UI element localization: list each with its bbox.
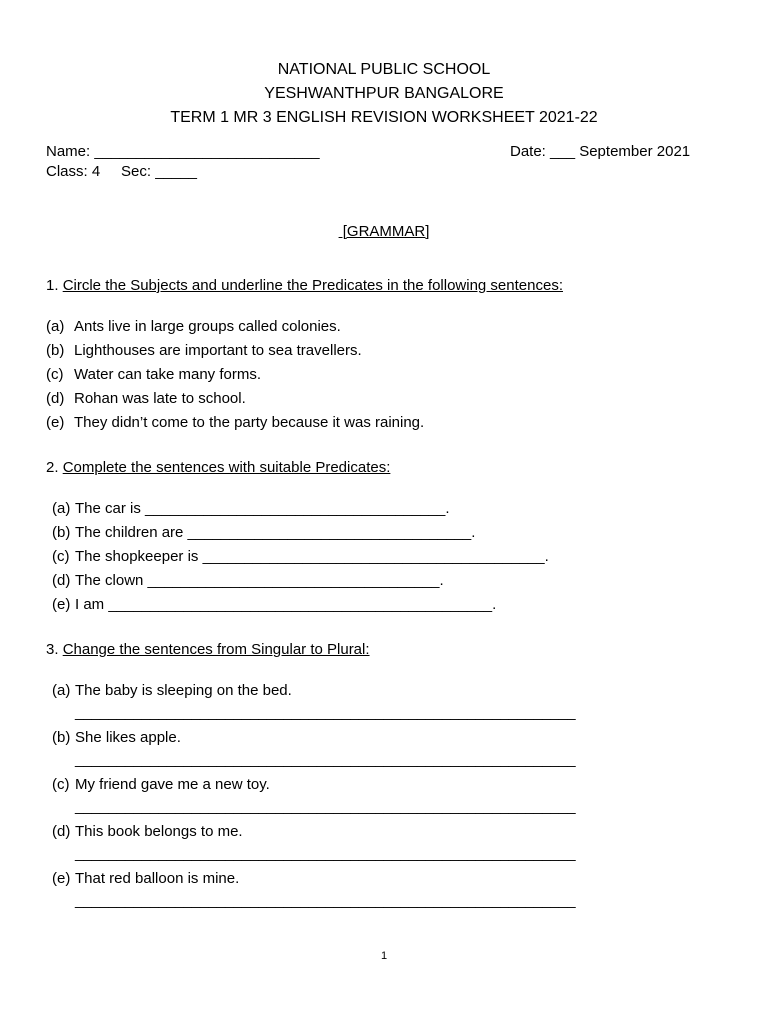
item-text: Rohan was late to school. — [74, 390, 246, 407]
question-3-text: Change the sentences from Singular to Plural: — [62, 641, 370, 658]
list-item — [52, 821, 576, 868]
list-item — [52, 569, 549, 593]
item-text: They didn’t come to the party because it was raining. — [74, 414, 425, 431]
item-label: (b) — [52, 729, 71, 746]
item-text: Ants live in large groups called colonies. — [74, 318, 341, 335]
item-text: I am ______________________________________________. — [75, 596, 497, 613]
question-2-list — [52, 497, 549, 617]
item-text: My friend gave me a new toy. — [75, 776, 270, 793]
list-item — [52, 521, 549, 545]
item-label: (c) — [52, 776, 70, 793]
section-heading: [GRAMMAR] — [338, 223, 430, 240]
question-1-text: Circle the Subjects and underline the Predicates in the following sentences: — [62, 277, 563, 294]
document-header — [0, 58, 768, 130]
school-name: NATIONAL PUBLIC SCHOOL — [277, 61, 491, 78]
question-3 — [46, 641, 370, 658]
item-text: The clown ___________________________________. — [75, 572, 444, 589]
item-label: (a) — [52, 500, 71, 517]
list-item — [52, 593, 549, 617]
item-label: (c) — [46, 366, 64, 383]
item-label: (e) — [52, 596, 71, 613]
question-1 — [46, 277, 563, 294]
item-label: (a) — [52, 682, 71, 699]
school-location: YESHWANTHPUR BANGALORE — [264, 85, 504, 102]
list-item — [52, 545, 549, 569]
item-text: Lighthouses are important to sea travellers. — [74, 342, 362, 359]
name-field: Name: ___________________________ — [46, 143, 320, 160]
item-text: That red balloon is mine. — [75, 870, 240, 887]
item-text: Water can take many forms. — [74, 366, 262, 383]
item-text: She likes apple. — [75, 729, 181, 746]
date-field: Date: ___ September 2021 — [510, 143, 691, 160]
item-text: The shopkeeper is _________________________________________. — [75, 548, 549, 565]
item-label: (c) — [52, 548, 70, 565]
list-item — [46, 387, 424, 411]
answer-line: ____________________________________________________________ — [75, 845, 576, 862]
item-text: The baby is sleeping on the bed. — [75, 682, 292, 699]
list-item — [46, 411, 424, 435]
list-item — [52, 727, 576, 774]
item-label: (d) — [52, 572, 71, 589]
list-item — [52, 774, 576, 821]
answer-line: ____________________________________________________________ — [75, 751, 576, 768]
question-3-list — [52, 680, 576, 915]
list-item — [52, 680, 576, 727]
list-item — [46, 363, 424, 387]
class-section-field: Class: 4 Sec: _____ — [46, 163, 197, 180]
item-label: (a) — [46, 318, 65, 335]
item-label: (d) — [46, 390, 65, 407]
item-label: (e) — [52, 870, 71, 887]
answer-line: ____________________________________________________________ — [75, 704, 576, 721]
item-label: (e) — [46, 414, 65, 431]
list-item — [52, 868, 576, 915]
worksheet-title: TERM 1 MR 3 ENGLISH REVISION WORKSHEET 2021-22 — [170, 109, 598, 126]
item-text: The children are __________________________________. — [75, 524, 476, 541]
answer-line: ____________________________________________________________ — [75, 892, 576, 909]
list-item — [46, 315, 424, 339]
question-1-list — [46, 315, 424, 435]
item-label: (b) — [46, 342, 65, 359]
item-text: The car is ____________________________________. — [75, 500, 450, 517]
answer-line: ____________________________________________________________ — [75, 798, 576, 815]
list-item — [46, 339, 424, 363]
item-text: This book belongs to me. — [75, 823, 243, 840]
page-number: 1 — [380, 950, 388, 962]
question-3-number: 3. — [46, 641, 63, 658]
item-label: (b) — [52, 524, 71, 541]
question-2-text: Complete the sentences with suitable Predicates: — [62, 459, 391, 476]
list-item — [52, 497, 549, 521]
question-2-number: 2. — [46, 459, 63, 476]
question-1-number: 1. — [46, 277, 63, 294]
question-2 — [46, 459, 390, 476]
item-label: (d) — [52, 823, 71, 840]
